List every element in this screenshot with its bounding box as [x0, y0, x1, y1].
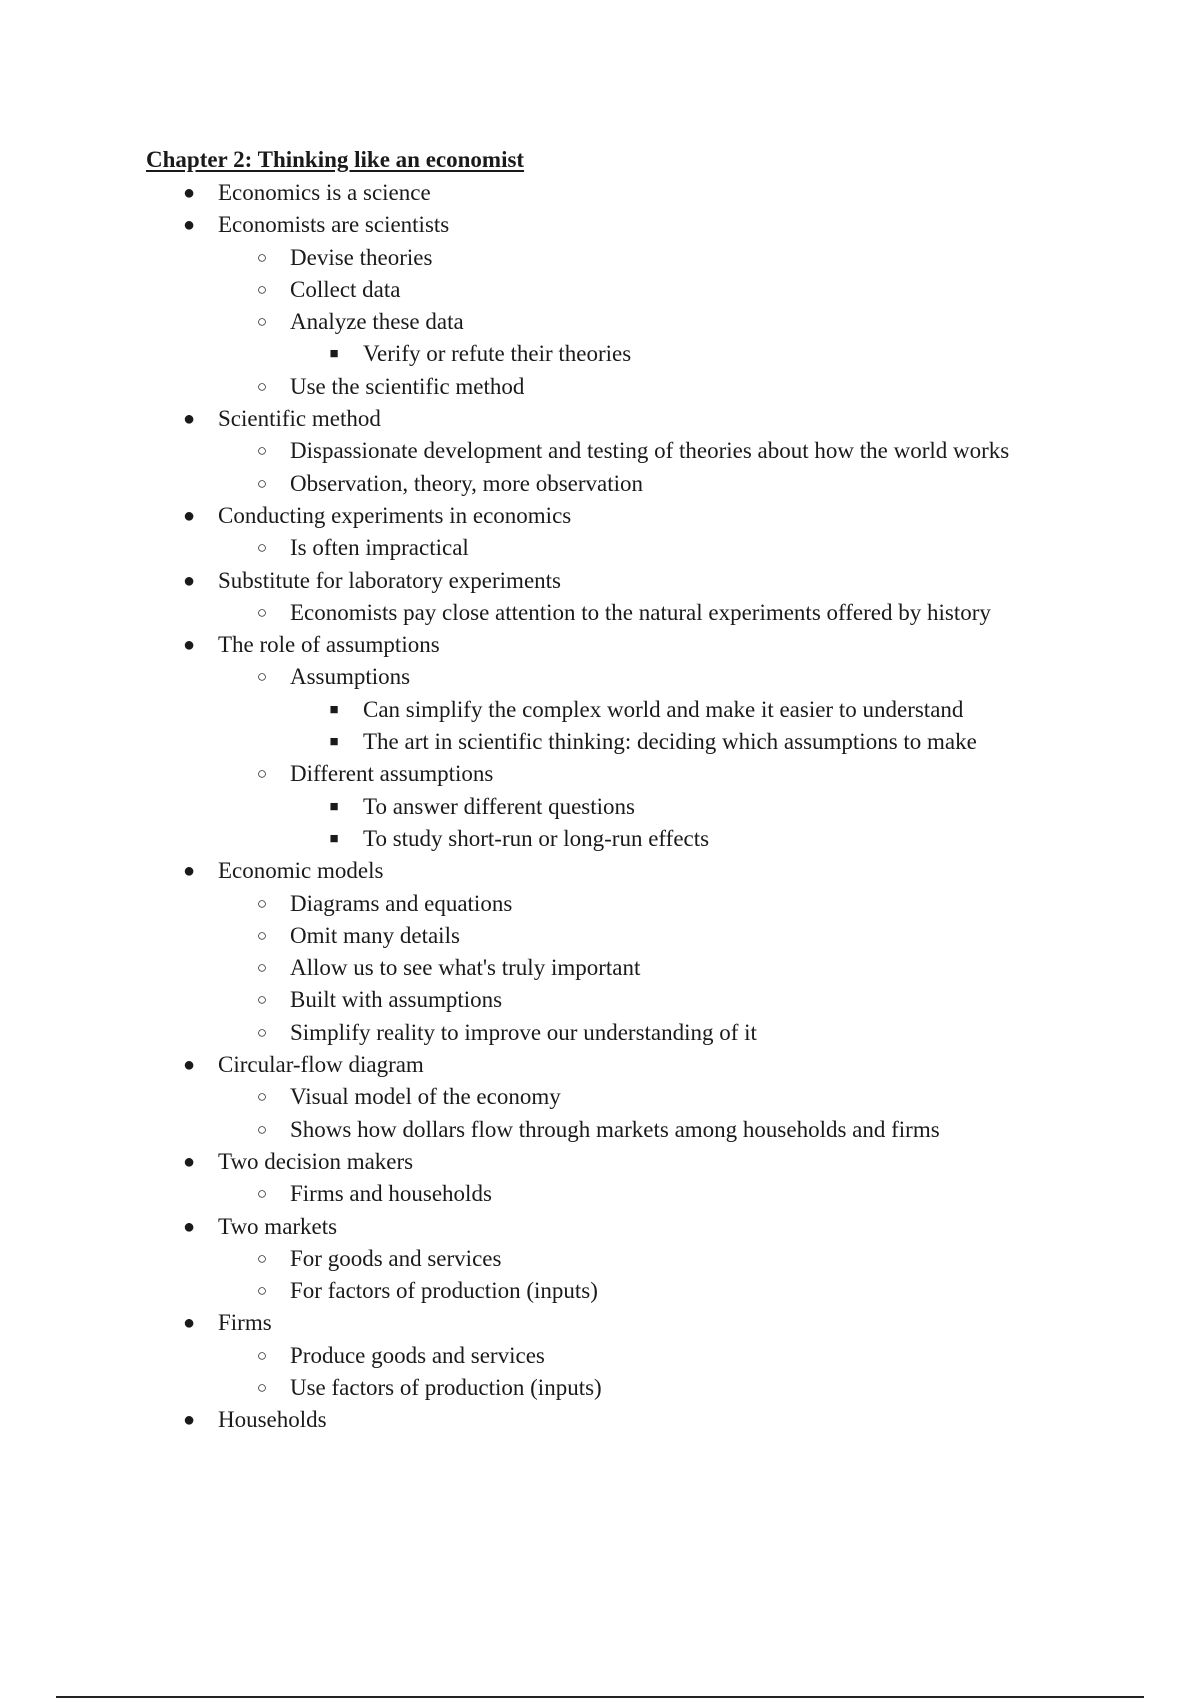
square-bullet-icon: ■	[329, 346, 339, 363]
filled-bullet-icon: ●	[182, 1215, 196, 1238]
outline-item-level-2	[0, 274, 1200, 306]
outline-item-text: The role of assumptions	[218, 632, 440, 658]
filled-bullet-icon: ●	[182, 1054, 196, 1077]
outline-item-level-1	[0, 1146, 1200, 1178]
outline-item-text: Verify or refute their theories	[363, 341, 632, 367]
outline-item-level-3	[0, 726, 1200, 758]
outline-item-level-2	[0, 468, 1200, 500]
hollow-bullet-icon: ○	[256, 312, 268, 332]
outline-item-text: Simplify reality to improve our understanding of it	[290, 1019, 757, 1045]
chapter-title: Chapter 2: Thinking like an economist	[146, 147, 525, 172]
hollow-bullet-icon: ○	[256, 764, 268, 784]
outline-item-level-2	[0, 758, 1200, 790]
outline-item-text: Observation, theory, more observation	[290, 470, 643, 496]
hollow-bullet-icon: ○	[256, 990, 268, 1010]
filled-bullet-icon: ●	[182, 569, 196, 592]
filled-bullet-icon: ●	[182, 408, 196, 431]
outline-item-level-2	[0, 661, 1200, 693]
outline-item-level-1	[0, 565, 1200, 597]
square-bullet-icon: ■	[329, 701, 339, 718]
outline-item-level-1	[0, 1049, 1200, 1081]
outline-item-text: Dispassionate development and testing of theories about how the world works	[290, 438, 1010, 464]
hollow-bullet-icon: ○	[256, 247, 268, 267]
outline-item-text: Use the scientific method	[290, 373, 525, 399]
outline-item-level-3	[0, 791, 1200, 823]
outline-item-text: Assumptions	[290, 664, 411, 690]
filled-bullet-icon: ●	[182, 214, 196, 237]
outline-item-text: Two decision makers	[218, 1148, 414, 1174]
hollow-bullet-icon: ○	[256, 1248, 268, 1268]
outline-item-level-2	[0, 1017, 1200, 1049]
outline-item-level-2	[0, 306, 1200, 338]
outline-item-text: Diagrams and equations	[290, 890, 513, 916]
outline-item-level-2	[0, 984, 1200, 1016]
outline-item-level-1	[0, 1211, 1200, 1243]
outline-item-level-2	[0, 435, 1200, 467]
outline-item-text: Can simplify the complex world and make it easier to understand	[363, 696, 964, 722]
outline-item-text: Shows how dollars flow through markets among households and firms	[290, 1116, 940, 1142]
outline-item-text: Firms and households	[290, 1181, 492, 1207]
outline-item-text: Analyze these data	[290, 309, 464, 335]
outline-item-level-2	[0, 597, 1200, 629]
outline-item-text: To study short-run or long-run effects	[363, 825, 710, 851]
square-bullet-icon: ■	[329, 734, 339, 751]
outline-item-text: Economic models	[218, 858, 384, 884]
outline-item-text: Economists are scientists	[218, 212, 450, 238]
outline-item-text: Circular-flow diagram	[218, 1052, 424, 1078]
hollow-bullet-icon: ○	[256, 279, 268, 299]
hollow-bullet-icon: ○	[256, 1184, 268, 1204]
outline-item-level-1	[0, 855, 1200, 887]
outline-item-text: Economists pay close attention to the natural experiments offered by history	[290, 599, 991, 625]
outline-item-text: Is often impractical	[290, 535, 469, 561]
hollow-bullet-icon: ○	[256, 1345, 268, 1365]
hollow-bullet-icon: ○	[256, 1119, 268, 1139]
outline-item-text: Conducting experiments in economics	[218, 502, 572, 528]
filled-bullet-icon: ●	[182, 182, 196, 204]
hollow-bullet-icon: ○	[256, 1377, 268, 1397]
outline-item-text: Omit many details	[290, 922, 460, 948]
outline-item-level-1	[0, 1307, 1200, 1339]
outline-item-text: Firms	[218, 1310, 272, 1336]
filled-bullet-icon: ●	[182, 634, 196, 657]
outline-item-level-2	[0, 1178, 1200, 1210]
outline-item-text: Households	[218, 1407, 327, 1433]
outline-item-level-3	[0, 694, 1200, 726]
outline-item-text: Collect data	[290, 276, 401, 302]
outline-item-level-1	[0, 500, 1200, 532]
outline-item-level-2	[0, 1081, 1200, 1113]
filled-bullet-icon: ●	[182, 1409, 196, 1432]
hollow-bullet-icon: ○	[256, 602, 268, 622]
outline-item-level-3	[0, 823, 1200, 855]
filled-bullet-icon: ●	[182, 1150, 196, 1173]
outline-item-level-2	[0, 242, 1200, 274]
outline-item-text: For factors of production (inputs)	[290, 1278, 598, 1304]
outline-item-text: Allow us to see what's truly important	[290, 955, 641, 981]
hollow-bullet-icon: ○	[256, 441, 268, 461]
filled-bullet-icon: ●	[182, 860, 196, 883]
filled-bullet-icon: ●	[182, 504, 196, 527]
hollow-bullet-icon: ○	[256, 1281, 268, 1301]
outline-item-level-2	[0, 952, 1200, 984]
outline-item-text: Substitute for laboratory experiments	[218, 567, 562, 593]
outline-item-text: Economics is a science	[218, 180, 431, 205]
outline-item-level-2	[0, 1243, 1200, 1275]
outline-item-level-1	[0, 403, 1200, 435]
outline-item-level-2	[0, 1340, 1200, 1372]
hollow-bullet-icon: ○	[256, 925, 268, 945]
outline-item-level-1	[0, 629, 1200, 661]
outline-item-level-1	[0, 1404, 1200, 1436]
outline-item-text: For goods and services	[290, 1245, 502, 1271]
outline-item-level-2	[0, 1372, 1200, 1404]
outline-item-level-1	[0, 209, 1200, 241]
hollow-bullet-icon: ○	[256, 667, 268, 687]
hollow-bullet-icon: ○	[256, 473, 268, 493]
outline-item-text: Built with assumptions	[290, 987, 503, 1013]
square-bullet-icon: ■	[329, 830, 339, 847]
outline-item-text: Different assumptions	[290, 761, 494, 787]
outline-item-level-2	[0, 920, 1200, 952]
outline-item-level-1	[0, 177, 1200, 209]
outline-item-level-2	[0, 371, 1200, 403]
outline-item-text: Two markets	[218, 1213, 338, 1239]
hollow-bullet-icon: ○	[256, 1087, 268, 1107]
hollow-bullet-icon: ○	[256, 893, 268, 913]
outline-item-level-2	[0, 1114, 1200, 1146]
hollow-bullet-icon: ○	[256, 376, 268, 396]
outline-item-level-2	[0, 532, 1200, 564]
hollow-bullet-icon: ○	[256, 958, 268, 978]
outline-item-level-2	[0, 888, 1200, 920]
outline-item-text: Devise theories	[290, 244, 433, 270]
notes-outline	[0, 177, 1200, 1437]
outline-item-level-3	[0, 338, 1200, 370]
hollow-bullet-icon: ○	[256, 1022, 268, 1042]
outline-item-text: To answer different questions	[363, 793, 635, 819]
outline-item-text: Scientific method	[218, 406, 381, 432]
outline-item-text: The art in scientific thinking: deciding which assumptions to make	[363, 729, 977, 755]
filled-bullet-icon: ●	[182, 1312, 196, 1335]
hollow-bullet-icon: ○	[256, 538, 268, 558]
page-bottom-rule	[56, 1696, 1144, 1698]
outline-item-text: Visual model of the economy	[290, 1084, 561, 1110]
outline-item-text: Produce goods and services	[290, 1342, 545, 1368]
outline-item-level-2	[0, 1275, 1200, 1307]
square-bullet-icon: ■	[329, 798, 339, 815]
outline-item-text: Use factors of production (inputs)	[290, 1374, 602, 1400]
